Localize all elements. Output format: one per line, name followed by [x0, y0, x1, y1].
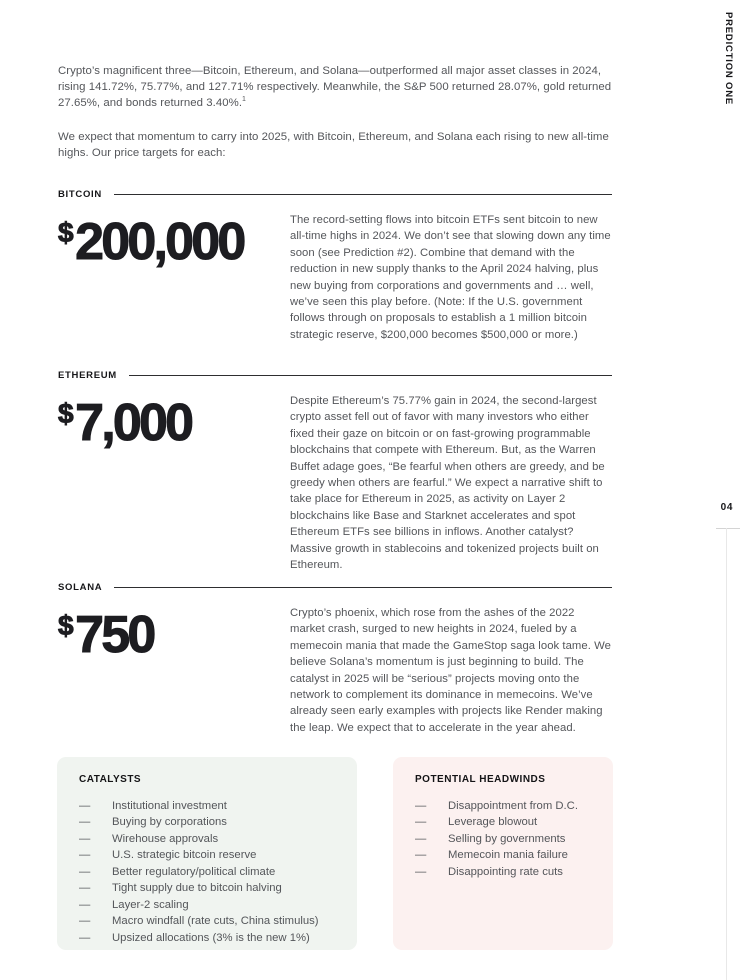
- dash-bullet: —: [79, 898, 91, 911]
- solana-price-target: [58, 606, 290, 664]
- list-item-label: Selling by governments: [448, 832, 566, 845]
- intro-block: [58, 64, 612, 162]
- headwinds-list: [415, 798, 595, 880]
- section-ethereum-header: [58, 370, 612, 381]
- section-solana-rule: [114, 587, 612, 589]
- catalysts-list: [79, 798, 339, 946]
- list-item-label: Layer-2 scaling: [112, 898, 189, 911]
- list-item: [79, 897, 339, 913]
- catalysts-box: [57, 757, 357, 950]
- list-item-label: Disappointing rate cuts: [448, 865, 563, 878]
- dash-bullet: —: [79, 849, 91, 862]
- bitcoin-price-value: 200,000: [75, 213, 244, 271]
- list-item-label: Tight supply due to bitcoin halving: [112, 882, 282, 895]
- list-item: [415, 798, 595, 814]
- dash-bullet: —: [415, 865, 427, 878]
- section-ethereum-rule: [129, 375, 612, 377]
- ethereum-price-target: [58, 394, 290, 452]
- footnote-marker: 1: [242, 95, 246, 103]
- dash-bullet: —: [415, 816, 427, 829]
- list-item: [415, 864, 595, 880]
- dash-bullet: —: [79, 816, 91, 829]
- solana-price-cell: [58, 605, 290, 736]
- bitcoin-price-target: [58, 213, 290, 271]
- intro-paragraph-1-text: Crypto’s magnificent three—Bitcoin, Ethereum, and Solana—outperformed all major asset classes in 2024, rising 141.72%, 75.77%, and 127.71% respectively. Meanwhile, the S&P 500 returned 28.07%, gold returned 27.65%, and bonds returned 3.40%.: [58, 65, 612, 109]
- section-bitcoin-label: BITCOIN: [58, 189, 102, 200]
- intro-paragraph-1: [58, 64, 612, 111]
- list-item: [79, 831, 339, 847]
- section-solana-body: [58, 605, 612, 736]
- list-item: [415, 814, 595, 830]
- dash-bullet: —: [79, 882, 91, 895]
- section-ethereum-body: [58, 393, 612, 573]
- intro-paragraph-2: We expect that momentum to carry into 2025, with Bitcoin, Ethereum, and Solana each rising to new all-time highs. Our price targets for each:: [58, 131, 609, 160]
- dash-bullet: —: [79, 931, 91, 944]
- list-item: [79, 847, 339, 863]
- list-item-label: Buying by corporations: [112, 816, 227, 829]
- section-ethereum: [58, 370, 612, 573]
- list-item: [79, 913, 339, 929]
- bitcoin-price-cell: [58, 212, 290, 343]
- list-item-label: Disappointment from D.C.: [448, 800, 578, 812]
- headwinds-title: POTENTIAL HEADWINDS: [415, 774, 546, 785]
- margin-tick-horizontal: [716, 528, 740, 529]
- ethereum-price-cell: [58, 393, 290, 573]
- list-item-label: Macro windfall (rate cuts, China stimulus): [112, 915, 319, 928]
- list-item: [79, 798, 339, 814]
- list-item: [415, 831, 595, 847]
- section-bitcoin-header: [58, 189, 612, 200]
- list-item: [79, 880, 339, 896]
- list-item-label: Memecoin mania failure: [448, 849, 568, 862]
- list-item: [79, 814, 339, 830]
- dollar-sign: $: [58, 398, 74, 429]
- list-item: [79, 930, 339, 946]
- list-item-label: Upsized allocations (3% is the new 1%): [112, 931, 310, 944]
- section-ethereum-label: ETHEREUM: [58, 370, 117, 381]
- headwinds-box: [393, 757, 613, 950]
- catalysts-title: CATALYSTS: [79, 774, 142, 785]
- solana-price-value: 750: [75, 606, 154, 664]
- list-item-label: U.S. strategic bitcoin reserve: [112, 849, 257, 862]
- margin-line-vertical: [726, 528, 727, 980]
- dash-bullet: —: [79, 800, 91, 812]
- section-bitcoin-rule: [114, 194, 612, 196]
- bitcoin-description: The record-setting flows into bitcoin ETFs sent bitcoin to new all-time highs in 2024. We don’t see that slowing down any time soon (see Prediction #2). Combine that demand with the reduction in new supply thanks to the April 2024 halving, plus new buying from corporations and governments and … well, we’ve seen this play before. (Note: If the U.S. government follows through on proposals to establish a 1 million bitcoin strategic reserve, $200,000 becomes $500,000 or more.): [290, 214, 611, 341]
- section-bitcoin: [58, 189, 612, 343]
- ethereum-description: Despite Ethereum’s 75.77% gain in 2024, the second-largest crypto asset fell out of favor with many investors who either fixed their gaze on bitcoin or on fast-growing programmable blockchains that compete with Ethereum. But, as the Warren Buffet adage goes, “Be fearful when others are greedy, and be greedy when others are fearful.” We expect a narrative shift to take place for Ethereum in 2025, as activity on Layer 2 blockchains like Base and Starknet accelerates and spot Ethereum ETFs see billions in inflows. Another catalyst? Massive growth in stablecoins and tokenized projects built on Ethereum.: [290, 395, 605, 572]
- solana-description: Crypto’s phoenix, which rose from the ashes of the 2022 market crash, surged to new heights in 2024, fueled by a memecoin mania that made the GameStop saga look tame. We believe Solana’s momentum is just beginning to build. The catalyst in 2025 will be “serious” projects moving onto the network to complement its dominance in memecoins. We’ve already seen early examples with projects like Render making the leap. We expect that to accelerate in the year ahead.: [290, 607, 611, 734]
- list-item-label: Institutional investment: [112, 800, 227, 812]
- section-bitcoin-body: [58, 212, 612, 343]
- list-item: [79, 864, 339, 880]
- section-solana: [58, 582, 612, 736]
- section-solana-header: [58, 582, 612, 593]
- dash-bullet: —: [415, 832, 427, 845]
- dash-bullet: —: [79, 865, 91, 878]
- dash-bullet: —: [79, 832, 91, 845]
- side-label-prediction-one: PREDICTION ONE: [723, 12, 734, 106]
- dollar-sign: $: [58, 610, 74, 641]
- dash-bullet: —: [79, 915, 91, 928]
- page-number: 04: [720, 502, 733, 513]
- dash-bullet: —: [415, 849, 427, 862]
- list-item: [415, 847, 595, 863]
- list-item-label: Wirehouse approvals: [112, 832, 219, 845]
- ethereum-price-value: 7,000: [75, 394, 192, 452]
- dash-bullet: —: [415, 800, 427, 812]
- list-item-label: Better regulatory/political climate: [112, 865, 276, 878]
- dollar-sign: $: [58, 217, 74, 248]
- section-solana-label: SOLANA: [58, 582, 103, 593]
- list-item-label: Leverage blowout: [448, 816, 538, 829]
